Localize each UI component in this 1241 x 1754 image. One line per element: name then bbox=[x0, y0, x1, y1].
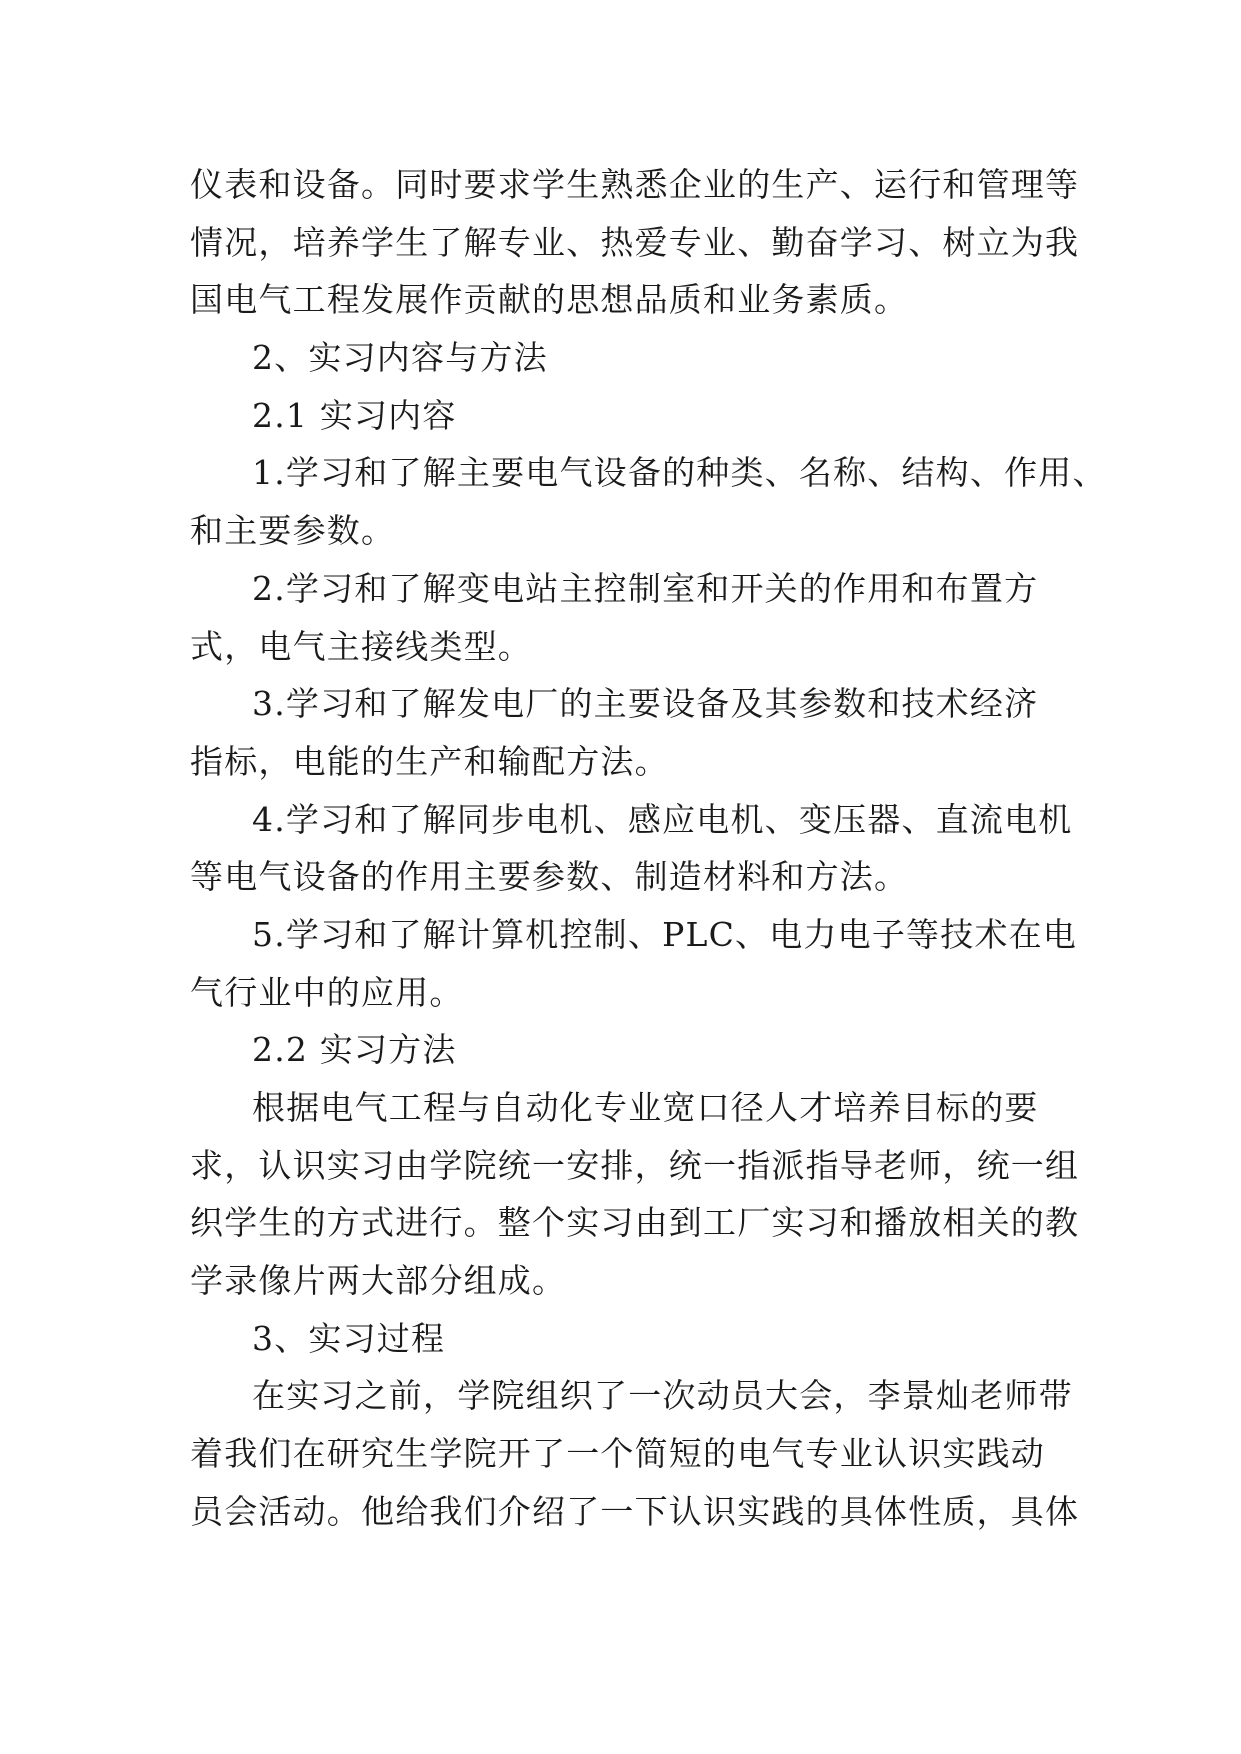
text-line: 学录像片两大部分组成。 bbox=[190, 1261, 567, 1301]
text-line: 1.学习和了解主要电气设备的种类、名称、结构、作用、 bbox=[252, 453, 1107, 493]
text-line: 根据电气工程与自动化专业宽口径人才培养目标的要 bbox=[252, 1088, 1039, 1127]
text-line: 2.1 实习内容 bbox=[252, 395, 457, 435]
text-line: 3.学习和了解发电厂的主要设备及其参数和技术经济 bbox=[252, 684, 1039, 724]
text-line: 织学生的方式进行。整个实习由到工厂实习和播放相关的教 bbox=[190, 1203, 1080, 1243]
text-line: 在实习之前，学院组织了一次动员大会，李景灿老师带 bbox=[252, 1376, 1073, 1416]
text-line: 和主要参数。 bbox=[190, 511, 396, 551]
text-line: 2.2 实习方法 bbox=[252, 1030, 457, 1070]
text-line: 情况，培养学生了解专业、热爱专业、勤奋学习、树立为我 bbox=[190, 222, 1080, 262]
text-line: 员会活动。他给我们介绍了一下认识实践的具体性质，具体 bbox=[190, 1491, 1080, 1531]
text-line: 2、实习内容与方法 bbox=[252, 338, 548, 378]
text-line: 气行业中的应用。 bbox=[190, 972, 464, 1012]
document-body bbox=[190, 156, 1107, 1541]
text-line: 仪表和设备。同时要求学生熟悉企业的生产、运行和管理等 bbox=[190, 165, 1080, 204]
text-line: 5.学习和了解计算机控制、PLC、电力电子等技术在电 bbox=[252, 914, 1078, 954]
text-line: 国电气工程发展作贡献的思想品质和业务素质。 bbox=[190, 280, 909, 320]
text-line: 3、实习过程 bbox=[252, 1318, 446, 1358]
text-line: 2.学习和了解变电站主控制室和开关的作用和布置方 bbox=[252, 568, 1039, 608]
text-line: 指标，电能的生产和输配方法。 bbox=[190, 741, 669, 781]
text-line: 4.学习和了解同步电机、感应电机、变压器、直流电机 bbox=[252, 799, 1073, 839]
text-line: 等电气设备的作用主要参数、制造材料和方法。 bbox=[190, 857, 909, 897]
text-line: 式，电气主接线类型。 bbox=[190, 626, 532, 666]
text-line: 着我们在研究生学院开了一个简短的电气专业认识实践动 bbox=[190, 1434, 1045, 1474]
text-line: 求，认识实习由学院统一安排，统一指派指导老师，统一组 bbox=[190, 1145, 1080, 1185]
